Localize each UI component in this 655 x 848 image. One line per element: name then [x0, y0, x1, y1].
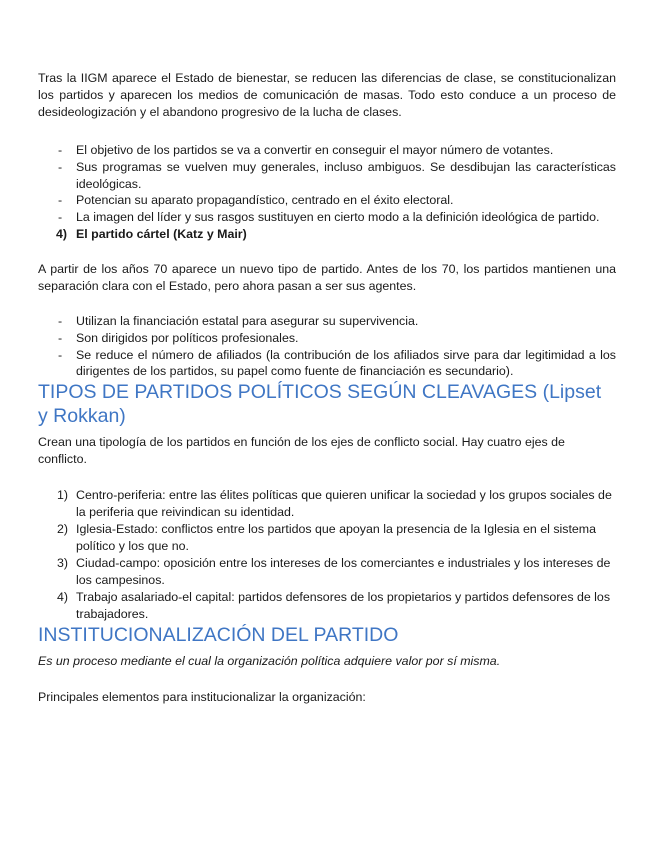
subheading-number: 4)	[56, 226, 68, 241]
subheading-text: El partido cártel (Katz y Mair)	[76, 226, 247, 241]
item-number: 1)	[57, 488, 69, 503]
list-item: - La imagen del líder y sus rasgos sustituyen en cierto modo a la definición ideológica de partido.	[38, 209, 616, 226]
item-number: 2)	[57, 522, 69, 537]
list-item	[38, 555, 616, 589]
cleavages-intro: Crean una tipología de los partidos en función de los ejes de conflicto social. Hay cuatro ejes de conflicto.	[38, 435, 565, 467]
list-item	[38, 521, 616, 555]
list-item: - El objetivo de los partidos se va a convertir en conseguir el mayor número de votantes.	[38, 142, 616, 159]
definition-text: Es un proceso mediante el cual la organización política adquiere valor por sí misma.	[38, 654, 501, 669]
list-item: - Sus programas se vuelven muy generales, incluso ambiguos. Se desdibujan las características ideológicas.	[38, 159, 616, 193]
list-item	[38, 589, 616, 623]
item-text: Ciudad-campo: oposición entre los intereses de los comerciantes e industriales y los intereses de los campesinos.	[76, 556, 611, 588]
cleavages-list	[38, 487, 616, 623]
item-number: 3)	[57, 556, 69, 571]
subheading-partido-cartel	[38, 226, 616, 243]
item-text: Iglesia-Estado: conflictos entre los partidos que apoyan la presencia de la Iglesia en el sistema político y los que no.	[76, 522, 597, 554]
list-item: - Se reduce el número de afiliados (la contribución de los afiliados sirve para dar legitimidad a los dirigentes de los partidos, su papel como fuente de financiación es secundario).	[38, 347, 616, 381]
item-text: Trabajo asalariado-el capital: partidos defensores de los propietarios y partidos defensores de los trabajadores.	[76, 590, 611, 622]
item-number: 4)	[57, 590, 69, 605]
list-item: - Utilizan la financiación estatal para asegurar su supervivencia.	[38, 313, 616, 330]
intro-paragraph: Tras la IIGM aparece el Estado de bienestar, se reducen las diferencias de clase, se constitucionalizan los partidos y aparecen los medios de comunicación de masas. Todo esto conduce a un proceso de desideologización y el abandono progresivo de la lucha de clases.	[38, 71, 616, 119]
section-heading-cleavages: TIPOS DE PARTIDOS POLÍTICOS SEGÚN CLEAVAGES (Lipset y Rokkan)	[38, 381, 602, 428]
cartel-list	[38, 313, 616, 380]
item-text: Centro-periferia: entre las élites políticas que quieren unificar la sociedad y los grupos sociales de la periferia que reivindican su identidad.	[76, 488, 612, 520]
section-heading-institucionalizacion: INSTITUCIONALIZACIÓN DEL PARTIDO	[38, 624, 399, 647]
list-item	[38, 487, 616, 521]
list-item: - Son dirigidos por políticos profesionales.	[38, 330, 616, 347]
cartel-paragraph: A partir de los años 70 aparece un nuevo tipo de partido. Antes de los 70, los partidos mantienen una separación clara con el Estado, pero ahora pasan a ser sus agentes.	[38, 261, 616, 293]
list-item: - Potencian su aparato propagandístico, centrado en el éxito electoral.	[38, 192, 616, 209]
elements-intro: Principales elementos para institucionalizar la organización:	[38, 690, 366, 705]
characteristics-list	[38, 142, 616, 226]
page-content	[38, 70, 616, 706]
